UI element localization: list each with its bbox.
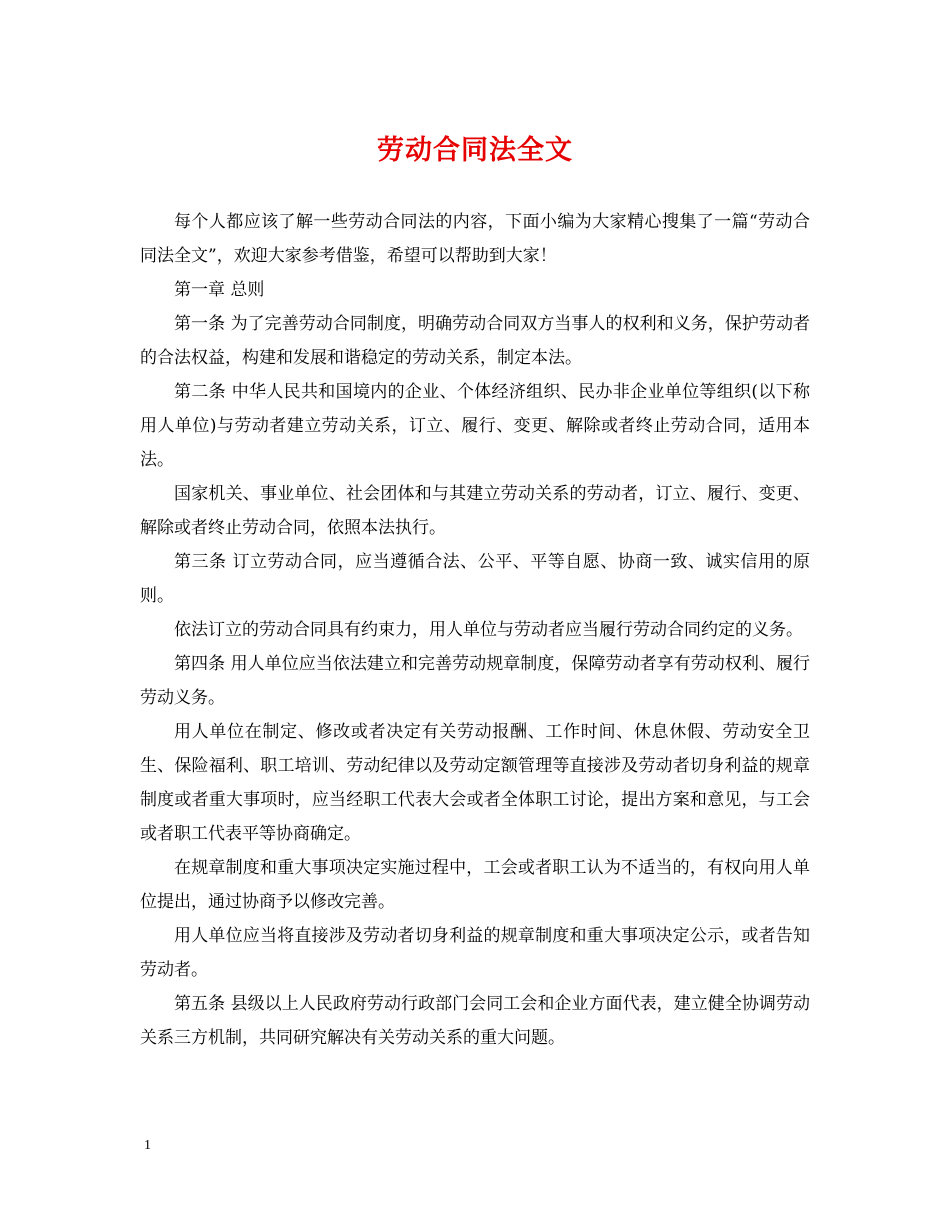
chapter-heading: 第一章 总则 [174,280,265,300]
article-3-clause: 依法订立的劳动合同具有约束力，用人单位与劳动者应当履行劳动合同约定的义务。 [174,620,803,640]
article-4-clause-3: 用人单位应当将直接涉及劳动者切身利益的规章制度和重大事项决定公示，或者告知劳动者。 [140,926,810,980]
paragraph-intro: 每个人都应该了解一些劳动合同法的内容，下面小编为大家精心搜集了一篇“劳动合同法全文”，欢迎大家参考借鉴，希望可以帮助到大家！ [140,212,810,266]
article-5: 第五条 县级以上人民政府劳动行政部门会同工会和企业方面代表，建立健全协调劳动关系三方机制，共同研究解决有关劳动关系的重大问题。 [140,994,810,1048]
article-2: 第二条 中华人民共和国境内的企业、个体经济组织、民办非企业单位等组织(以下称用人单位)与劳动者建立劳动关系，订立、履行、变更、解除或者终止劳动合同，适用本法。 [140,382,810,470]
article-4-clause-2: 在规章制度和重大事项决定实施过程中，工会或者职工认为不适当的，有权向用人单位提出，通过协商予以修改完善。 [140,858,810,912]
page-number: 1 [144,1138,151,1153]
document-title: 劳动合同法全文 [377,135,573,166]
article-1: 第一条 为了完善劳动合同制度，明确劳动合同双方当事人的权利和义务，保护劳动者的合法权益，构建和发展和谐稳定的劳动关系，制定本法。 [140,314,810,368]
article-3: 第三条 订立劳动合同，应当遵循合法、公平、平等自愿、协商一致、诚实信用的原则。 [140,552,810,606]
article-4-clause-1: 用人单位在制定、修改或者决定有关劳动报酬、工作时间、休息休假、劳动安全卫生、保险福利、职工培训、劳动纪律以及劳动定额管理等直接涉及劳动者切身利益的规章制度或者重大事项时，应当经职工代表大会或者全体职工讨论，提出方案和意见，与工会或者职工代表平等协商确定。 [140,722,810,844]
article-4: 第四条 用人单位应当依法建立和完善劳动规章制度，保障劳动者享有劳动权利、履行劳动义务。 [140,654,810,708]
document-body [140,205,810,1055]
article-2-clause: 国家机关、事业单位、社会团体和与其建立劳动关系的劳动者，订立、履行、变更、解除或者终止劳动合同，依照本法执行。 [140,484,810,538]
